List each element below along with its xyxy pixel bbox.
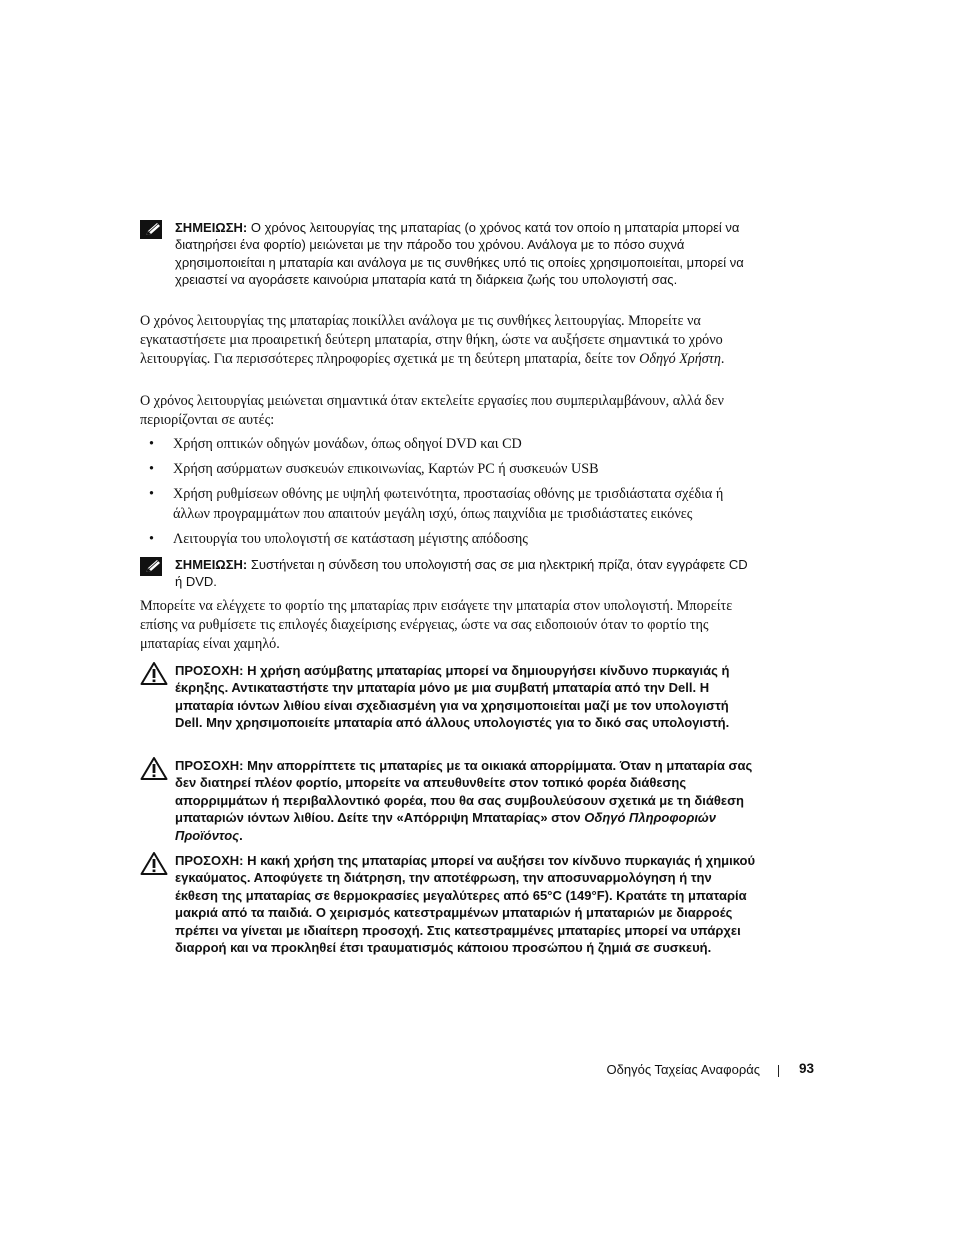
note-text: Ο χρόνος λειτουργίας της μπαταρίας (ο χρόνος κατά τον οποίο η μπαταρία μπορεί να διατηρήσει ένα φορτίο) μειώνεται με την πάροδο του χρόνου. Ανάλογα με το πόσο συχνά χρησιμοποιείται η μπαταρία και ανάλογα με τις συνθήκες υπό τις οποίες χρησιμοποιείται, μπορεί να χρειαστεί να αγοράσετε καινούρια μπαταρία κατά τη διάρκεια ζωής του υπολογιστή σας. [175,220,744,288]
caution-block-battery-misuse [140,852,758,956]
note-pencil-icon [140,220,166,240]
caution-end: . [239,827,243,843]
page-number: 93 [798,1061,814,1076]
list-item-text: Χρήση οπτικών οδηγών μονάδων, όπως οδηγοί DVD και CD [173,436,522,452]
note-label: ΣΗΜΕΙΩΣΗ: [175,220,248,235]
list-item [140,485,758,524]
page-footer [560,1060,816,1080]
warning-triangle-icon [140,756,168,781]
warning-triangle-icon [140,851,168,876]
paragraph-text: Ο χρόνος λειτουργίας της μπαταρίας ποικίλλει ανάλογα με τις συνθήκες λειτουργίας. Μπορείτε να εγκαταστήσετε μια προαιρετική δεύτερη μπαταρία, στην θήκη, ώστε να αυξήσετε σημαντικά το χρόνο λειτουργίας. Για περισσότερες πληροφορίες σχετικά με τη δεύτερη μπαταρία, δείτε τον [140,313,723,367]
note-block-battery-life [140,219,758,289]
users-guide-reference: Οδηγό Χρήστη [639,351,721,367]
paragraph-text: Ο χρόνος λειτουργίας μειώνεται σημαντικά όταν εκτελείτε εργασίες που συμπεριλαμβάνουν, αλλά δεν περιορίζονται σε αυτές: [140,393,724,428]
caution-text: Η χρήση ασύμβατης μπαταρίας μπορεί να δημιουργήσει κίνδυνο πυρκαγιάς ή έκρηξης. Αντικαταστήστε την μπαταρία μόνο με μια συμβατή μπαταρία από την Dell. Η μπαταρία ιόντων λιθίου είναι σχεδιασμένη για να χρησιμοποιείται μαζί με τον υπολογιστή Dell. Μην χρησιμοποιείτε μπαταρία από άλλους υπολογιστές για το δικό σας υπολογιστή. [175,663,730,731]
list-item [140,460,758,480]
paragraph-text: Μπορείτε να ελέγχετε το φορτίο της μπαταρίας πριν εισάγετε την μπαταρία στον υπολογιστή. Μπορείτε επίσης να ρυθμίσετε τις επιλογές διαχείρισης ενέργειας, ώστε να σας ειδοποιούν όταν το φορτίο της μπαταρίας είναι χαμηλό. [140,598,733,652]
paragraph-operating-time [140,312,758,369]
caution-text: Μην απορρίπτετε τις μπαταρίες με τα οικιακά απορρίμματα. Όταν η μπαταρία σας δεν διατηρεί πλέον φορτίο, μπορείτε να απευθυνθείτε στον τοπικό φορέα διάθεσης απορριμμάτων ή περιβαλλοντικό φορέα, που θα σας συμβουλεύσουν σχετικά με τη διάθεση μπαταριών ιόντων λιθίου. Δείτε την «Απόρριψη Μπαταρίας» στον [175,758,753,826]
caution-text: Η κακή χρήση της μπαταρίας μπορεί να αυξήσει τον κίνδυνο πυρκαγιάς ή χημικού εγκαύματος. Αποφύγετε τη διάτρηση, την αποτέφρωση, την αποσυναρμολόγηση ή την έκθεση της μπαταρίας σε θερμοκρασίες μεγαλύτερες από 65°C (149°F). Κρατάτε τη μπαταρία μακριά από τα παιδιά. Ο χειρισμός κατεστραμμένων μπαταριών ή μπαταριών με διαρροές πρέπει να γίνεται με ιδιαίτερη προσοχή. Στις κατεστραμμένες μπαταρίες μπορεί να υπάρχει διαρροή και να προκληθεί έτσι τραυματισμός κάποιου προσώπου ή ζημιά σε συσκευή. [175,853,756,956]
list-item [140,435,758,455]
bullet-marker: • [149,486,154,502]
bullet-marker: • [149,530,154,547]
list-item-text: Λειτουργία του υπολογιστή σε κατάσταση μέγιστης απόδοσης [173,530,528,547]
caution-label: ΠΡΟΣΟΧΗ: [175,758,244,773]
footer-guide-title: Οδηγός Ταχείας Αναφοράς [606,1062,760,1077]
list-item-text: Χρήση ασύρματων συσκευών επικοινωνίας, Καρτών PC ή συσκευών USB [173,461,599,477]
bullet-marker: • [149,436,154,452]
bullet-marker: • [149,461,154,477]
note-label: ΣΗΜΕΙΩΣΗ: [175,557,248,572]
list-item-text: Χρήση ρυθμίσεων οθόνης με υψηλή φωτεινότητα, προστασίας οθόνης με τρισδιάστατα σχέδια ή άλλων προγραμμάτων που απαιτούν μεγάλη ισχύ, όπως παιχνίδια με τρισδιάστατες εικόνες [173,486,724,522]
paragraph-check-charge [140,597,758,654]
caution-label: ΠΡΟΣΟΧΗ: [175,853,244,868]
power-intensive-tasks-list [140,435,758,555]
note-pencil-icon [140,557,166,577]
caution-label: ΠΡΟΣΟΧΗ: [175,663,244,678]
warning-triangle-icon [140,661,168,686]
note-text: Συστήνεται η σύνδεση του υπολογιστή σας σε μια ηλεκτρική πρίζα, όταν εγγράφετε CD ή DVD. [175,557,748,590]
product-info-guide-reference: Οδηγό Πληροφοριών Προϊόντος [175,810,717,843]
footer-separator [778,1065,779,1077]
list-item [140,530,758,550]
paragraph-end: . [720,351,725,367]
caution-block-battery-disposal [140,757,758,844]
paragraph-reduced-time [140,392,758,430]
caution-block-incompatible-battery [140,662,758,732]
note-block-power-outlet [140,556,758,591]
